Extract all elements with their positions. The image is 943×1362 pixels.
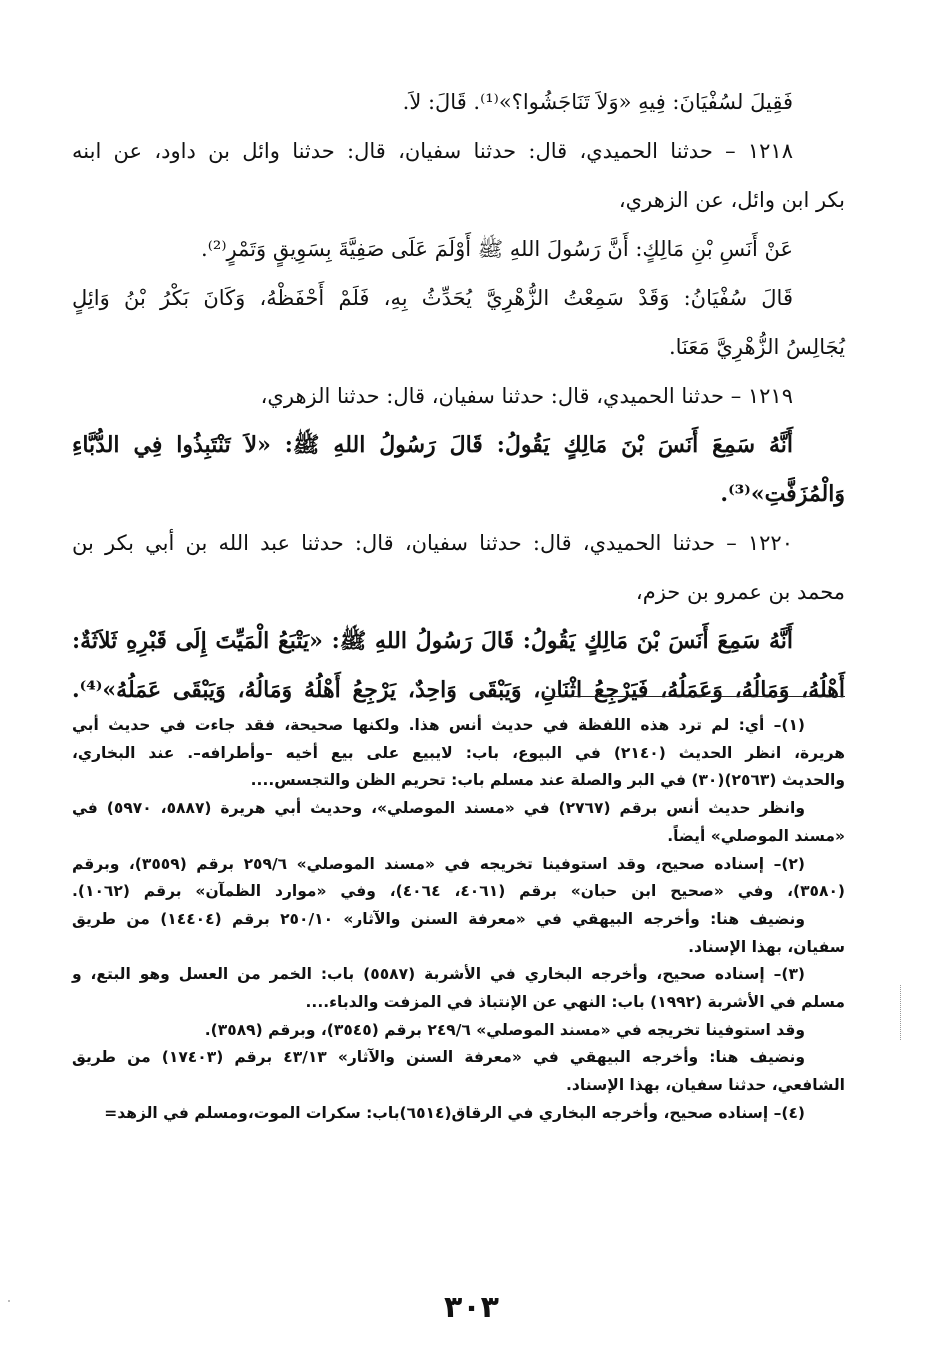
footnote-line: وانظر حديث أنس برقم (٢٧٦٧) في «مسند الموصلي»، وحديث أبي هريرة (٥٨٨٧، ٥٩٧٠) في xyxy=(72,799,806,818)
page-number: ٣٠٣ xyxy=(444,1290,499,1325)
footnote-line: والحديث (٢٥٦٣)(٣٠) في البر والصلة عند مسلم باب: تحريم الظن والتجسس.... xyxy=(250,771,845,790)
footnote-line: الشافعي، حدثنا سفيان، بهذا الإسناد. xyxy=(566,1076,845,1095)
main-text xyxy=(72,78,845,715)
scan-speck xyxy=(8,1300,10,1302)
text-line: محمد بن عمرو بن حزم، xyxy=(635,580,845,604)
footnote-line: ونضيف هنا: وأخرجه البيهقي في «معرفة السنن والآثار» ٢٥٠/١٠ برقم (١٤٤٠٤) من طريق xyxy=(72,909,805,928)
footnote-divider xyxy=(545,696,845,697)
text-line: فَقِيلَ لسُفْيَانَ: فِيهِ «وَلاَ تَنَاجَشُوا؟»⁽¹⁾. قَالَ: لاَ. xyxy=(402,90,793,114)
scan-margin-mark xyxy=(900,985,903,1040)
hadith-text: عَنْ أَنَسِ بْنِ مَالِكٍ: أَنَّ رَسُولَ اللهِ ﷺ أَوْلَمَ عَلَى صَفِيَّةَ بِسَوِيقٍ وَتَمْرٍ⁽²⁾. xyxy=(201,237,793,261)
hadith-text: أَنَّهُ سَمِعَ أَنَسَ بْنَ مَالِكٍ يَقُولُ: قَالَ رَسُولُ اللهِ ﷺ: «لاَ تَنْتَبِذُوا فِي الدُّبَّاءِ xyxy=(72,432,793,458)
hadith-text: أَهْلُهُ، وَمَالُهُ، وَعَمَلُهُ، فَيَرْجِعُ اثْنَانِ، وَيَبْقَى وَاحِدٌ، يَرْجِعُ أَهْلُهُ وَمَالُهُ، وَيَبْقَى عَمَلُهُ»⁽⁴⁾. xyxy=(72,677,845,703)
footnote-line: «مسند الموصلي» أيضاً. xyxy=(667,826,845,845)
footnote-line: هريرة، انظر الحديث (٢١٤٠) في البيوع، باب: لايبيع على بيع أخيه –وأطرافه–. عند البخاري، xyxy=(72,743,845,762)
hadith-text: أَنَّهُ سَمِعَ أَنَسَ بْنَ مَالِكٍ يَقُولُ: قَالَ رَسُولُ اللهِ ﷺ: «يَتْبَعُ الْمَيِّتَ إِلَى قَبْرِهِ ثَلاَثَةٌ: xyxy=(72,628,793,654)
footnote-line: (٤)– إسناده صحيح، وأخرجه البخاري في الرقاق(٦٥١٤)باب: سكرات الموت،ومسلم في الزهد= xyxy=(104,1103,805,1122)
footnote-line: ونضيف هنا: وأخرجه البيهقي في «معرفة السنن والآثار» ٤٣/١٣ برقم (١٧٤٠٣) من طريق xyxy=(72,1048,805,1067)
text-line: بكر ابن وائل، عن الزهري، xyxy=(618,188,845,212)
footnote-line: (٢)– إسناده صحيح، وقد استوفينا تخريجه في «مسند الموصلي» ٢٥٩/٦ برقم (٣٥٥٩)، وبرقم xyxy=(72,854,805,873)
hadith-chain-1220: ١٢٢٠ – حدثنا الحميدي، قال: حدثنا سفيان، قال: حدثنا عبد الله بن أبي بكر بن xyxy=(72,531,793,555)
hadith-chain-1218: ١٢١٨ – حدثنا الحميدي، قال: حدثنا سفيان، قال: حدثنا وائل بن داود، عن ابنه xyxy=(72,139,793,163)
footnote-line: (٣)– إسناده صحيح، وأخرجه البخاري في الأشربة (٥٥٨٧) باب: الخمر من العسل وهو البتع، و xyxy=(72,965,805,984)
footnote-line: وقد استوفينا تخريجه في «مسند الموصلي» ٢٤٩/٦ برقم (٣٥٤٥)، وبرقم (٣٥٨٩). xyxy=(204,1020,805,1039)
text-line: يُجَالِسُ الزُّهْرِيَّ مَعَنَا. xyxy=(668,335,845,359)
footnote-line: سفيان، بهذا الإسناد. xyxy=(688,937,845,956)
hadith-chain-1219: ١٢١٩ – حدثنا الحميدي، قال: حدثنا سفيان، قال: حدثنا الزهري، xyxy=(260,384,793,408)
text-line: قَالَ سُفْيَانُ: وَقَدْ سَمِعْتُ الزُّهْرِيَّ يُحَدِّثُ بِهِ، فَلَمْ أَحْفَظْهُ، وَكَانَ بَكْرُ بْنُ وَائِلٍ xyxy=(72,286,793,310)
hadith-text: وَالْمُزَفَّتِ»⁽³⁾. xyxy=(720,481,845,507)
footnote-line: (٣٥٨٠)، وفي «صحيح ابن حبان» برقم (٤٠٦١، ٤٠٦٤)، وفي «موارد الظمآن» برقم (١٠٦٢). xyxy=(72,882,845,901)
footnote-line: (١)– أي: لم ترد هذه اللفظة في حديث أنس هذا. ولكنها صحيحة، فقد جاءت في حديث أبي xyxy=(72,716,805,734)
footnotes xyxy=(72,712,845,1128)
footnote-line: مسلم في الأشربة (١٩٩٢) باب: النهي عن الإنتباذ في المزفت والدباء.... xyxy=(305,993,845,1012)
